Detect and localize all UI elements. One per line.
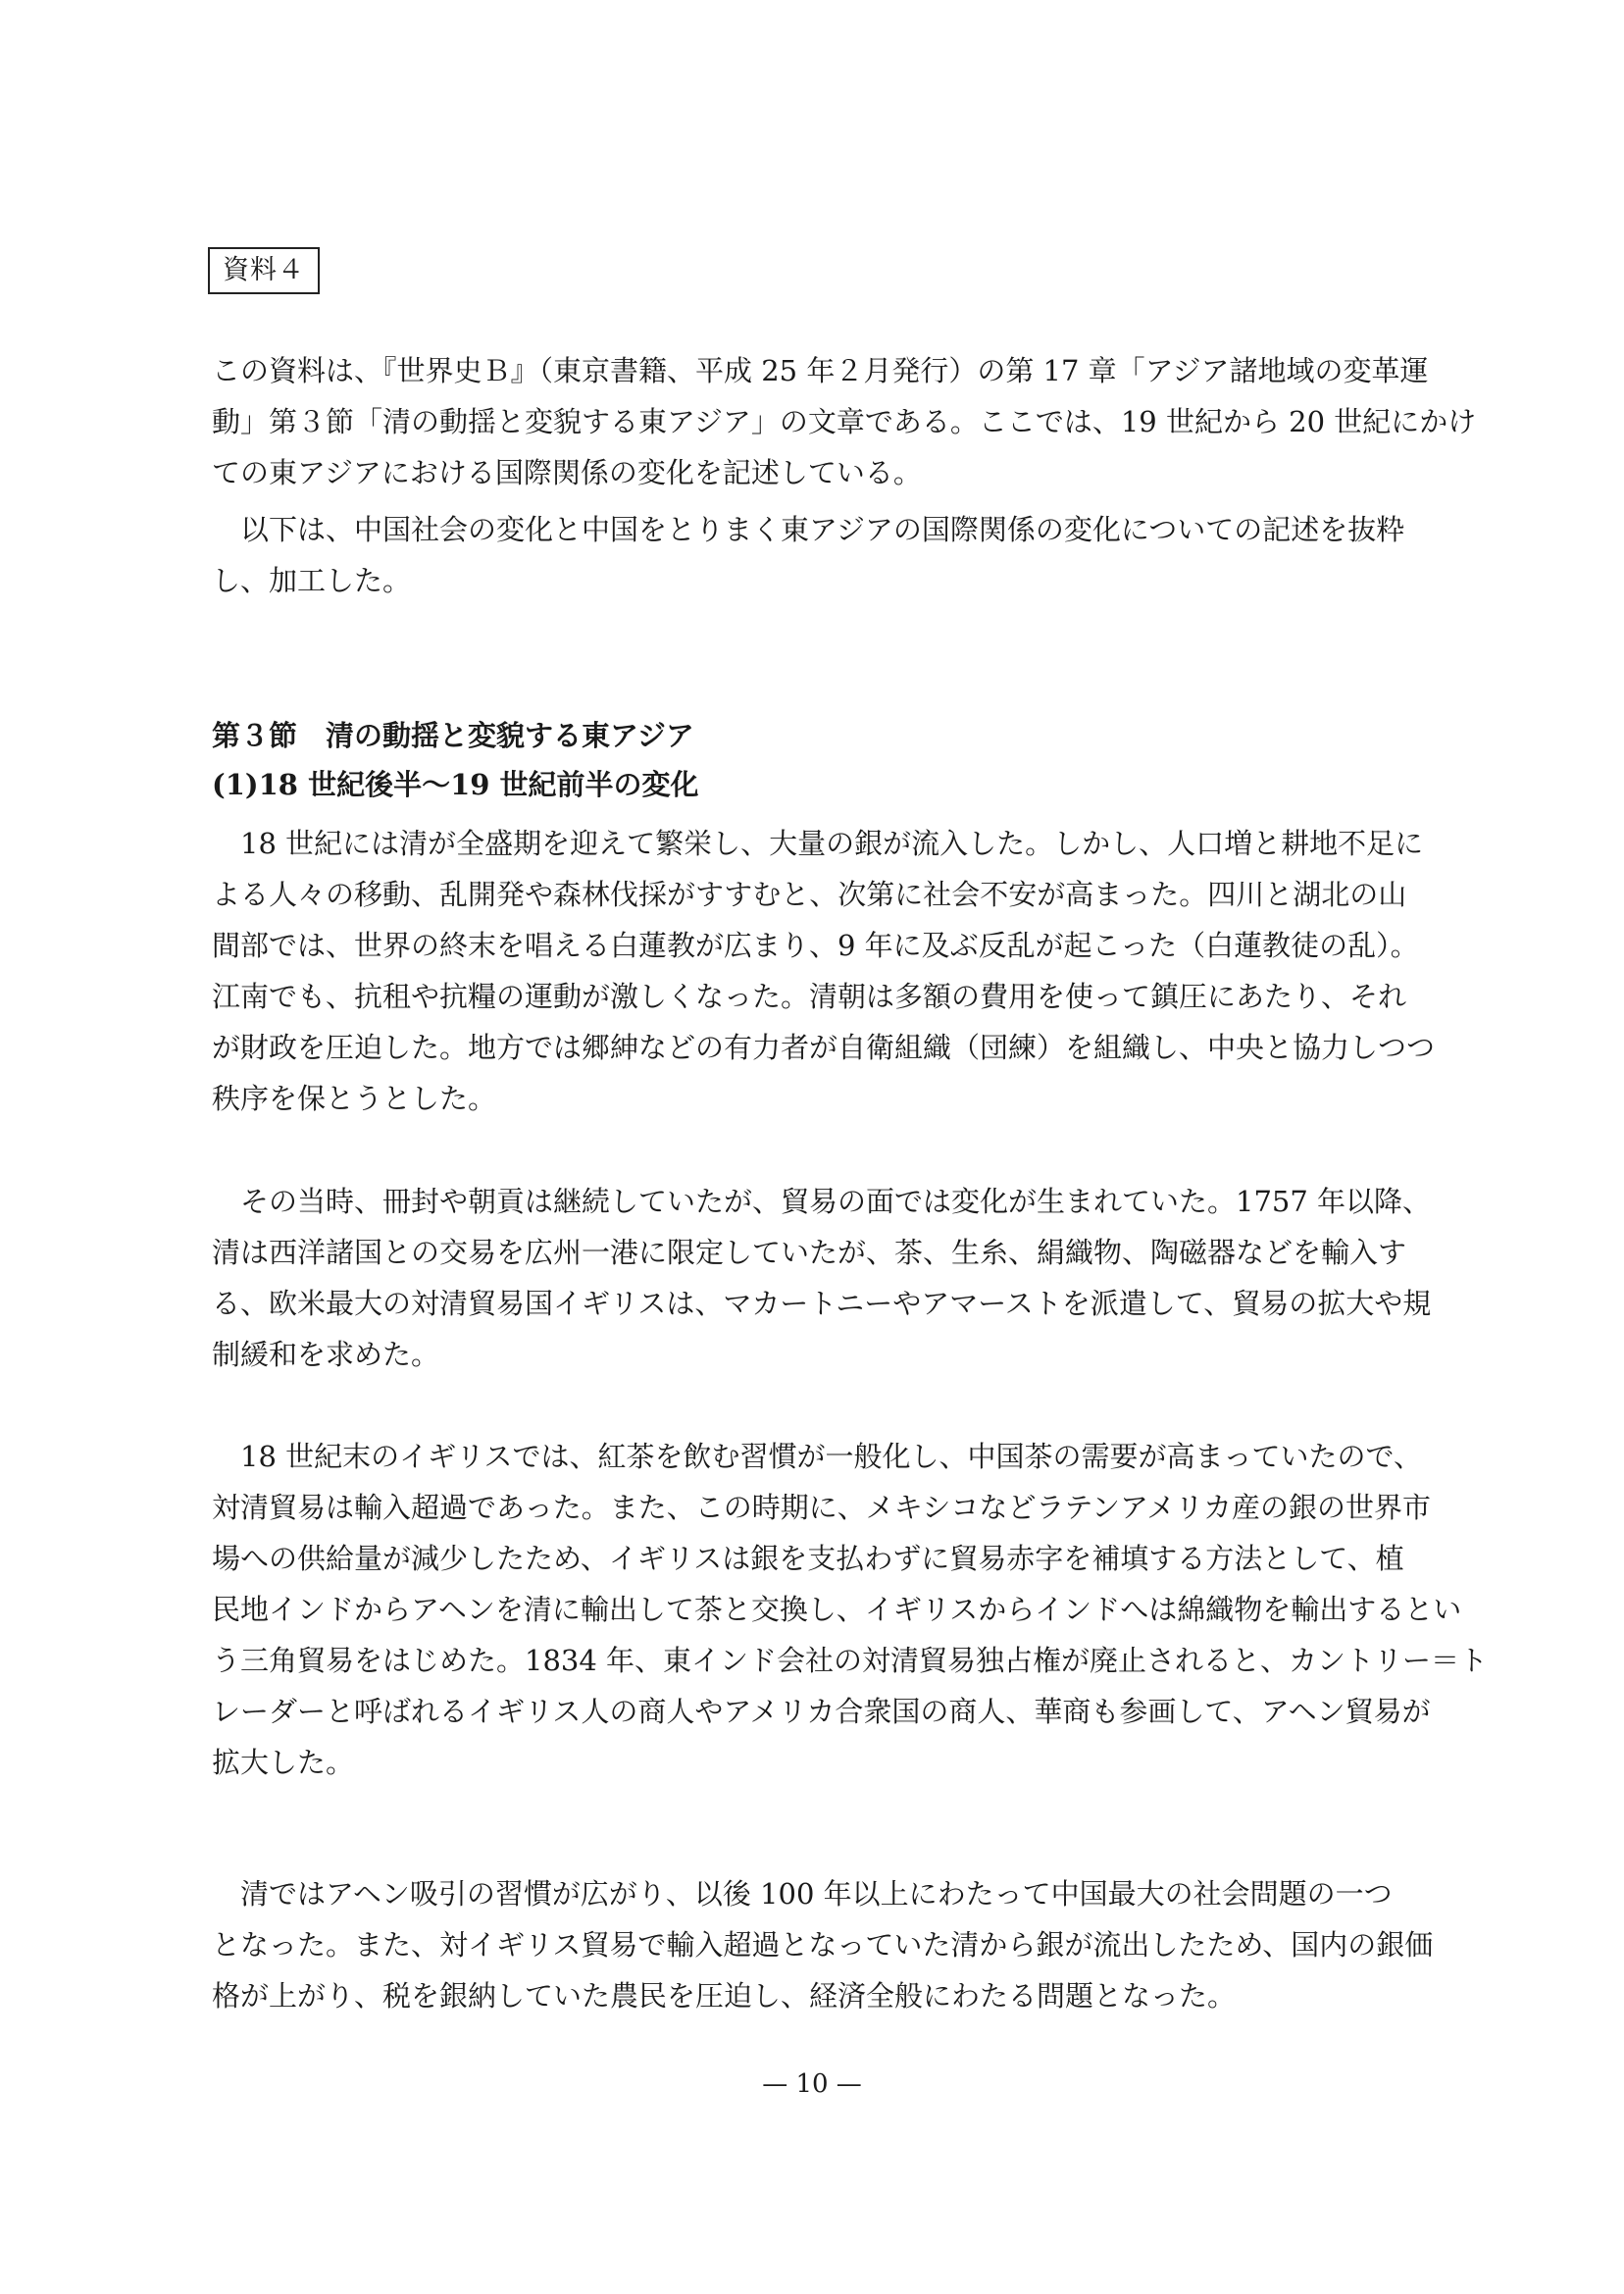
body-line: その当時、冊封や朝貢は継続していたが、貿易の面では変化が生まれていた。1757 年以降、 <box>212 1185 1432 1218</box>
body-line: 場への供給量が減少したため、イギリスは銀を支払わずに貿易赤字を補填する方法として、植 <box>212 1542 1404 1575</box>
intro-line: ての東アジアにおける国際関係の変化を記述している。 <box>212 456 922 489</box>
intro-line: 以下は、中国社会の変化と中国をとりまく東アジアの国際関係の変化についての記述を抜粋 <box>212 513 1405 546</box>
body-line: う三角貿易をはじめた。1834 年、東インド会社の対清貿易独占権が廃止されると、カントリー＝ト <box>212 1644 1489 1677</box>
section-heading-block <box>212 711 1389 809</box>
body-line: 清は西洋諸国との交易を広州一港に限定していたが、茶、生糸、絹織物、陶磁器などを輸入す <box>212 1236 1407 1269</box>
body-line: 間部では、世界の終末を唱える白蓮教が広まり、9 年に及ぶ反乱が起こった（白蓮教徒の乱）。 <box>212 929 1419 962</box>
body-paragraph-4 <box>212 1868 1434 2021</box>
body-line: 拡大した。 <box>212 1746 355 1779</box>
section-title: 第３節 清の動揺と変貌する東アジア <box>212 719 694 752</box>
body-paragraph-1 <box>212 818 1436 1124</box>
intro-paragraph-1 <box>212 345 1477 498</box>
body-line: 18 世紀には清が全盛期を迎えて繁栄し、大量の銀が流入した。しかし、人口増と耕地不足に <box>212 827 1424 860</box>
body-line: 制緩和を求めた。 <box>212 1338 440 1371</box>
material-label: 資料４ <box>208 247 320 294</box>
body-line: 清ではアヘン吸引の習慣が広がり、以後 100 年以上にわたって中国最大の社会問題の一つ <box>212 1877 1393 1911</box>
body-paragraph-3 <box>212 1431 1489 1788</box>
intro-line: し、加工した。 <box>212 564 412 597</box>
intro-paragraph-2 <box>212 504 1405 606</box>
body-line: が財政を圧迫した。地方では郷紳などの有力者が自衛組織（団練）を組織し、中央と協力しつつ <box>212 1031 1436 1064</box>
body-line: る、欧米最大の対清貿易国イギリスは、マカートニーやアマーストを派遣して、貿易の拡大や規 <box>212 1287 1432 1320</box>
intro-line: この資料は、『世界史Ｂ』（東京書籍、平成 25 年２月発行）の第 17 章「アジア諸地域の変革運 <box>212 354 1429 387</box>
body-line: よる人々の移動、乱開発や森林伐採がすすむと、次第に社会不安が高まった。四川と湖北の山 <box>212 878 1407 911</box>
body-line: となった。また、対イギリス貿易で輸入超過となっていた清から銀が流出したため、国内の銀価 <box>212 1928 1434 1962</box>
body-line: 格が上がり、税を銀納していた農民を圧迫し、経済全般にわたる問題となった。 <box>212 1979 1237 2013</box>
body-line: 民地インドからアヘンを清に輸出して茶と交換し、イギリスからインドへは綿織物を輸出するとい <box>212 1593 1462 1626</box>
section-subtitle: (1)18 世紀後半〜19 世紀前半の変化 <box>212 768 699 801</box>
body-line: 対清貿易は輸入超過であった。また、この時期に、メキシコなどラテンアメリカ産の銀の世界市 <box>212 1491 1431 1524</box>
body-line: 18 世紀末のイギリスでは、紅茶を飲む習慣が一般化し、中国茶の需要が高まっていたので、 <box>212 1440 1422 1473</box>
body-paragraph-2 <box>212 1176 1432 1380</box>
body-line: レーダーと呼ばれるイギリス人の商人やアメリカ合衆国の商人、華商も参画して、アヘン貿易が <box>212 1695 1431 1728</box>
intro-line: 動」第３節「清の動揺と変貌する東アジア」の文章である。ここでは、19 世紀から 20 世紀にかけ <box>212 405 1477 438</box>
body-line: 江南でも、抗租や抗糧の運動が激しくなった。清朝は多額の費用を使って鎮圧にあたり、それ <box>212 980 1407 1013</box>
body-line: 秩序を保とうとした。 <box>212 1082 497 1115</box>
page-number: — 10 — <box>762 2069 862 2099</box>
